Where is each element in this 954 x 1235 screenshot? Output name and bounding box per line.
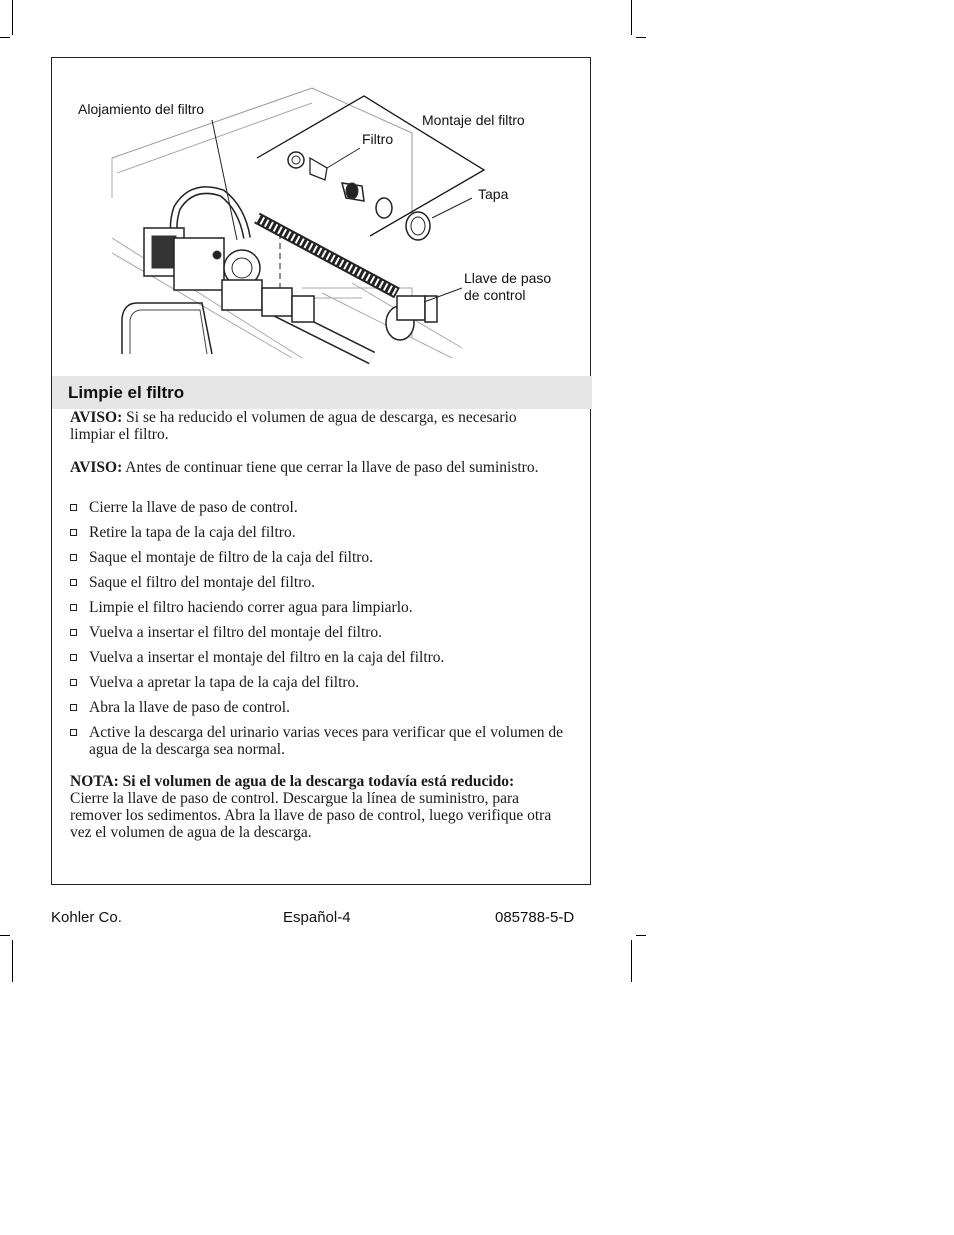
list-item [70, 524, 570, 541]
list-item [70, 649, 570, 666]
list-item [70, 674, 570, 691]
list-item [70, 574, 570, 591]
section-header [52, 376, 592, 409]
crop-mark [12, 0, 13, 35]
checkbox-bullet-icon [70, 729, 77, 736]
filter-diagram [52, 58, 592, 376]
label-filter-assembly: Montaje del filtro [422, 112, 525, 128]
notice-text: Antes de continuar tiene que cerrar la llave de paso del suministro. [122, 459, 539, 476]
note [70, 773, 552, 841]
content-frame [51, 57, 591, 885]
checkbox-bullet-icon [70, 704, 77, 711]
checkbox-bullet-icon [70, 654, 77, 661]
step-text: Cierre la llave de paso de control. [89, 499, 298, 516]
step-text: Retire la tapa de la caja del filtro. [89, 524, 296, 541]
step-text: Vuelva a apretar la tapa de la caja del filtro. [89, 674, 360, 691]
step-text: Abra la llave de paso de control. [89, 699, 290, 716]
step-text: Saque el montaje de filtro de la caja del filtro. [89, 549, 374, 566]
list-item [70, 724, 570, 758]
notice-text: Si se ha reducido el volumen de agua de descarga, es necesario limpiar el filtro. [70, 409, 517, 443]
list-item [70, 624, 570, 641]
step-text: Vuelva a insertar el filtro del montaje del filtro. [89, 624, 383, 641]
crop-mark [0, 935, 10, 936]
label-filter: Filtro [362, 131, 394, 147]
crop-mark [0, 37, 10, 38]
steps-list [70, 499, 570, 766]
checkbox-bullet-icon [70, 504, 77, 511]
notice [70, 459, 552, 476]
crop-mark [631, 940, 632, 982]
label-filter-housing: Alojamiento del filtro [78, 101, 205, 117]
checkbox-bullet-icon [70, 554, 77, 561]
footer-page-number: Español-4 [283, 909, 351, 926]
list-item [70, 549, 570, 566]
notice-label: AVISO: [70, 459, 123, 476]
note-text: Cierre la llave de paso de control. Descargue la línea de suministro, para remover los sedimentos. Abra la llave de paso de control, luego verifique otra vez el volumen de agua de la descarga. [70, 790, 552, 841]
footer-company: Kohler Co. [51, 909, 122, 926]
crop-mark [636, 37, 646, 38]
step-text: Saque el filtro del montaje del filtro. [89, 574, 315, 591]
checkbox-bullet-icon [70, 604, 77, 611]
notice-label: AVISO: [70, 409, 123, 426]
note-label: NOTA: Si el volumen de agua de la descarga todavía está reducido: [70, 773, 515, 790]
label-control-stop-line2: de control [464, 287, 526, 303]
crop-mark [631, 0, 632, 35]
list-item [70, 599, 570, 616]
section-title: Limpie el filtro [68, 383, 185, 402]
checkbox-bullet-icon [70, 529, 77, 536]
crop-mark [12, 940, 13, 982]
footer-doc-number: 085788-5-D [495, 909, 575, 926]
list-item [70, 499, 570, 516]
list-item [70, 699, 570, 716]
checkbox-bullet-icon [70, 629, 77, 636]
checkbox-bullet-icon [70, 679, 77, 686]
step-text: Vuelva a insertar el montaje del filtro en la caja del filtro. [89, 649, 445, 666]
step-text: Active la descarga del urinario varias veces para verificar que el volumen de agua de la descarga sea normal. [89, 724, 563, 758]
label-control-stop-line1: Llave de paso [464, 270, 552, 286]
checkbox-bullet-icon [70, 579, 77, 586]
label-cap: Tapa [478, 186, 509, 202]
crop-mark [636, 935, 646, 936]
step-text: Limpie el filtro haciendo correr agua para limpiarlo. [89, 599, 413, 616]
notice [70, 409, 552, 443]
